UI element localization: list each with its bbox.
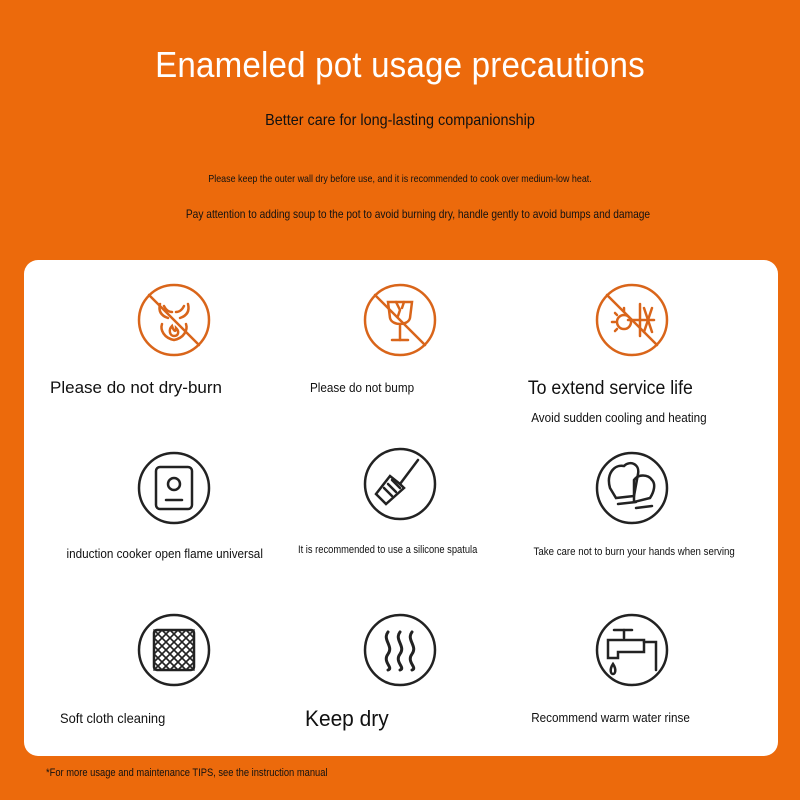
usage-note-1: Please keep the outer wall dry before use, and it is recommended to cook over medium-low heat. — [208, 173, 592, 185]
induction-cooker-icon — [136, 450, 212, 526]
label-keep-dry: Keep dry — [305, 706, 389, 731]
label-oven-mitt: Take care not to burn your hands when serving — [533, 546, 735, 558]
no-dry-burn-icon — [136, 282, 212, 358]
page-title: Enameled pot usage precautions — [155, 44, 645, 85]
label-silicone-spatula: It is recommended to use a silicone spatula — [298, 544, 478, 556]
no-sudden-temperature-icon — [594, 282, 670, 358]
silicone-spatula-icon — [362, 446, 438, 522]
sublabel-avoid-sudden-cooling: Avoid sudden cooling and heating — [531, 410, 707, 425]
footer-note: *For more usage and maintenance TIPS, see the instruction manual — [46, 767, 328, 779]
no-bump-icon — [362, 282, 438, 358]
page-subtitle: Better care for long-lasting companionship — [265, 112, 535, 129]
label-warm-water-rinse: Recommend warm water rinse — [531, 710, 690, 725]
label-induction-cooker: induction cooker open flame universal — [66, 546, 263, 561]
label-no-dry-burn: Please do not dry-burn — [50, 378, 222, 397]
usage-note-2: Pay attention to adding soup to the pot to avoid burning dry, handle gently to avoid bumps and damage — [185, 207, 651, 221]
soft-cloth-icon — [136, 612, 212, 688]
label-no-bump: Please do not bump — [310, 380, 415, 395]
water-faucet-icon — [594, 612, 670, 688]
oven-mitt-icon — [594, 450, 670, 526]
keep-dry-icon — [362, 612, 438, 688]
label-soft-cloth: Soft cloth cleaning — [60, 710, 166, 726]
precautions-card — [24, 260, 778, 756]
label-extend-service-life: To extend service life — [527, 378, 693, 399]
